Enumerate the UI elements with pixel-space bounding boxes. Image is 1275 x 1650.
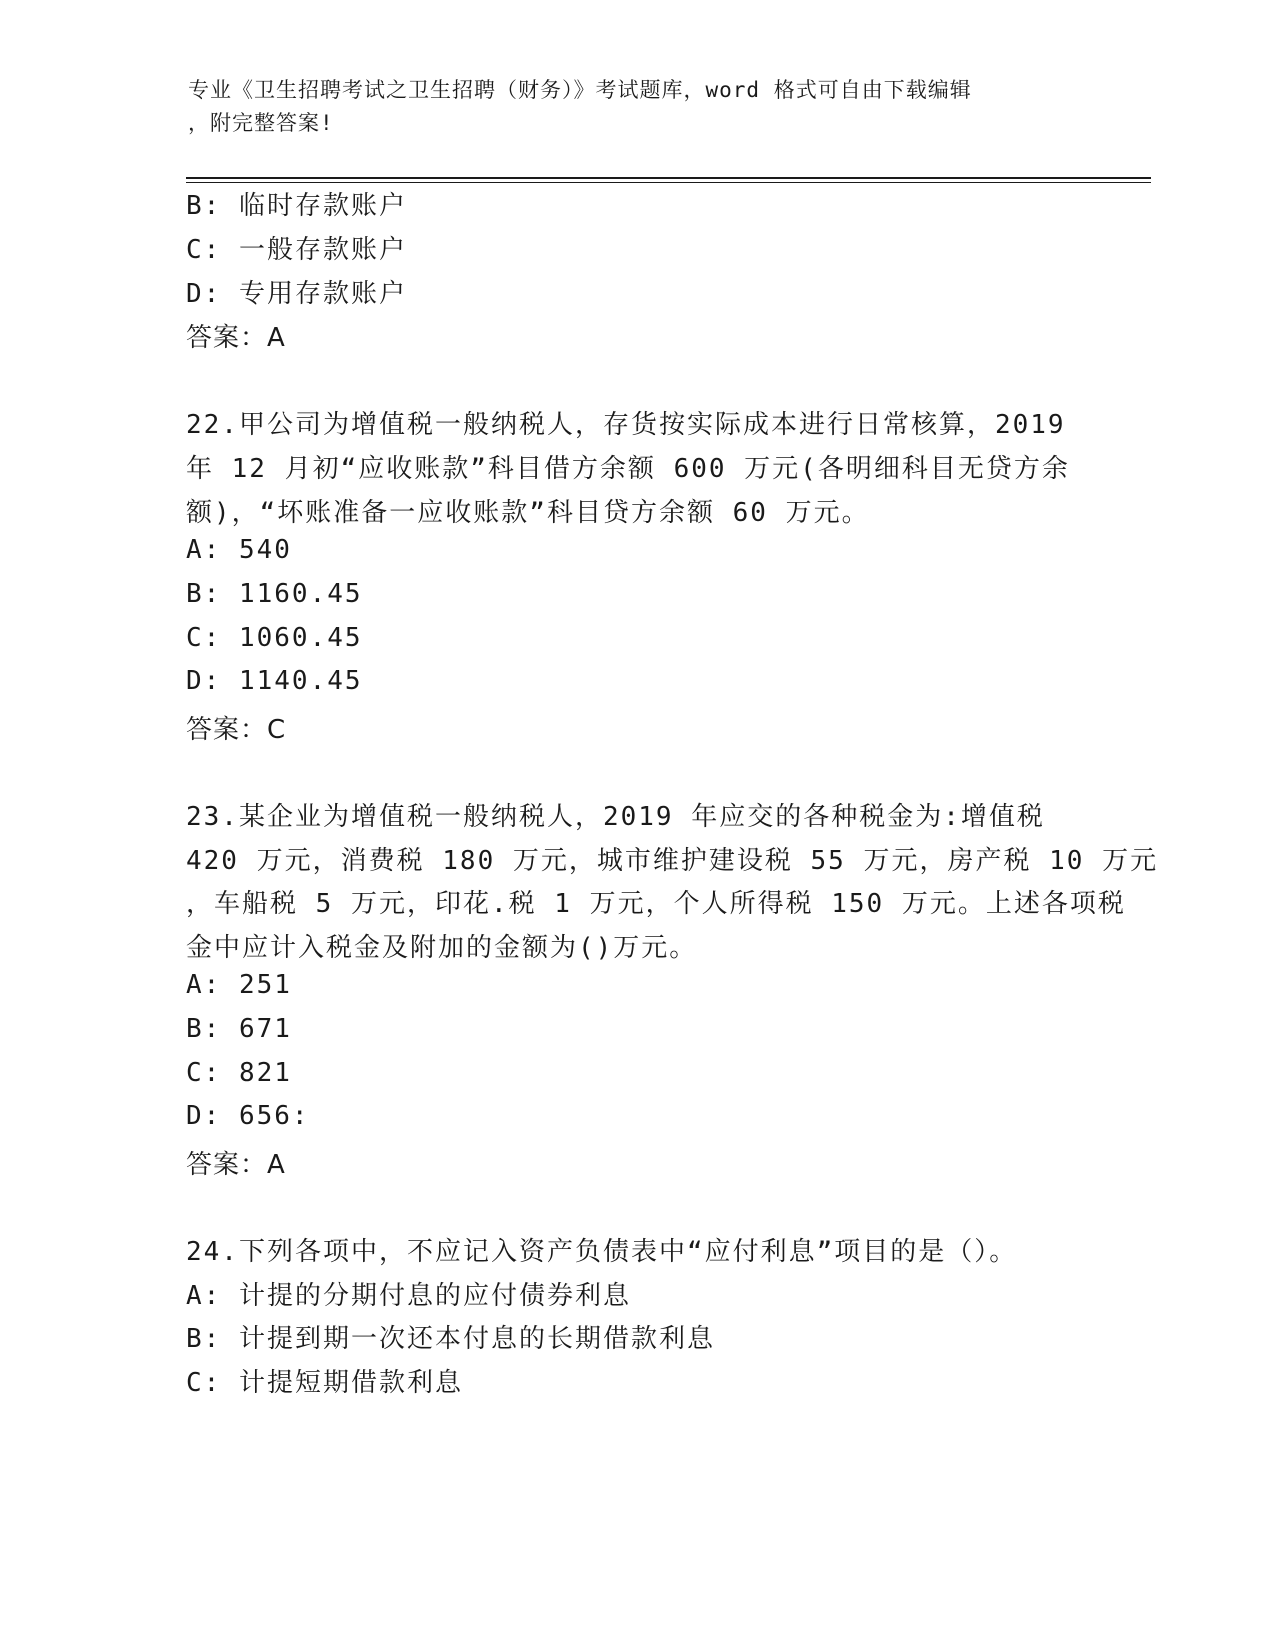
header-rule-thin bbox=[186, 182, 1151, 183]
option-a: A: 540 bbox=[186, 535, 292, 565]
option-d: D: 1140.45 bbox=[186, 666, 363, 696]
option-c: C: 计提短期借款利息 bbox=[186, 1368, 463, 1398]
option-b: B: 671 bbox=[186, 1014, 292, 1044]
option-c: C: 821 bbox=[186, 1058, 292, 1088]
option-a: A: 251 bbox=[186, 970, 292, 1000]
option-c: C: 1060.45 bbox=[186, 623, 363, 653]
question-23-line-1: 23.某企业为增值税一般纳税人，2019 年应交的各种税金为:增值税 bbox=[186, 802, 1045, 832]
header-line-2: ，附完整答案! bbox=[188, 111, 334, 135]
question-22-line-3: 额)，“坏账准备一应收账款”科目贷方余额 60 万元。 bbox=[186, 498, 870, 528]
option-b: B: 临时存款账户 bbox=[186, 191, 407, 221]
question-24-line-1: 24.下列各项中，不应记入资产负债表中“应付利息”项目的是（）。 bbox=[186, 1237, 1018, 1267]
option-d: D: 656: bbox=[186, 1101, 310, 1131]
option-c: C: 一般存款账户 bbox=[186, 235, 407, 265]
header-rule-thick bbox=[186, 177, 1151, 179]
answer: 答案：A bbox=[186, 1150, 286, 1180]
option-d: D: 专用存款账户 bbox=[186, 279, 407, 309]
option-a: A: 计提的分期付息的应付债券利息 bbox=[186, 1281, 631, 1311]
document-header bbox=[188, 74, 1068, 140]
option-b: B: 计提到期一次还本付息的长期借款利息 bbox=[186, 1324, 715, 1354]
option-b: B: 1160.45 bbox=[186, 579, 363, 609]
question-22-line-2: 年 12 月初“应收账款”科目借方余额 600 万元(各明细科目无贷方余 bbox=[186, 454, 1070, 484]
question-23-line-4: 金中应计入税金及附加的金额为()万元。 bbox=[186, 933, 698, 963]
header-line-1: 专业《卫生招聘考试之卫生招聘（财务）》考试题库，word 格式可自由下载编辑 bbox=[188, 78, 972, 102]
question-23-line-3: ，车船税 5 万元，印花.税 1 万元，个人所得税 150 万元。上述各项税 bbox=[186, 889, 1126, 919]
question-23-line-2: 420 万元，消费税 180 万元，城市维护建设税 55 万元，房产税 10 万元 bbox=[186, 846, 1159, 876]
question-22-line-1: 22.甲公司为增值税一般纳税人，存货按实际成本进行日常核算，2019 bbox=[186, 410, 1066, 440]
answer: 答案：A bbox=[186, 323, 286, 353]
answer: 答案：C bbox=[186, 715, 287, 745]
